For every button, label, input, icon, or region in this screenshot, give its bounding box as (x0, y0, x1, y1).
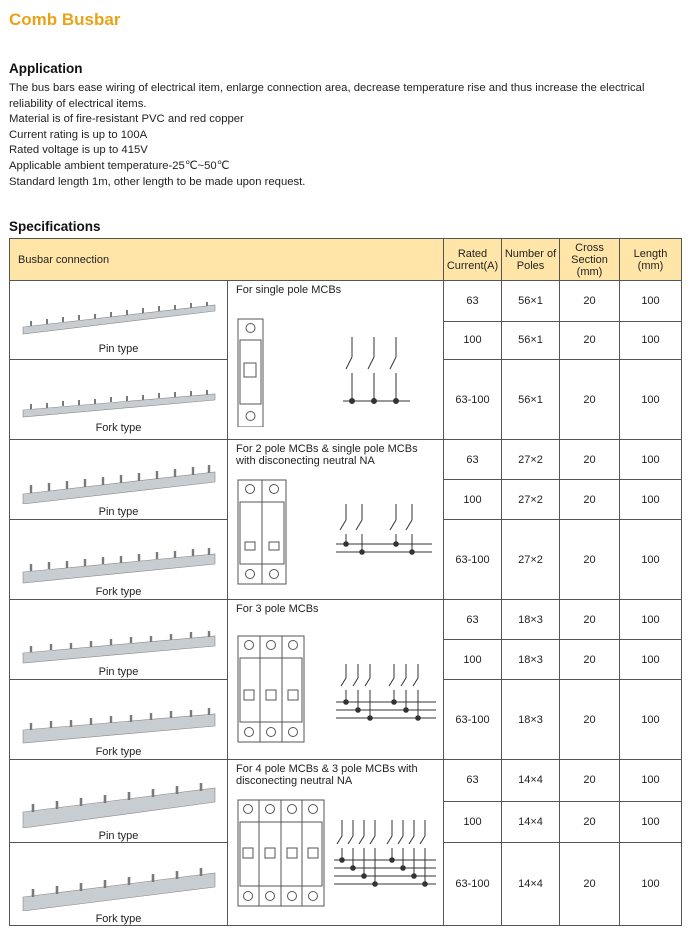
rated-current-cell: 100 (444, 321, 502, 360)
poles-cell: 18×3 (502, 600, 560, 640)
rated-current-cell: 63 (444, 760, 502, 802)
pin-busbar-image (21, 460, 217, 504)
poles-cell: 18×3 (502, 680, 560, 760)
diagram-description: For 4 pole MCBs & 3 pole MCBs with disconecting neutral NA (236, 763, 418, 787)
pin-busbar-image (21, 620, 217, 664)
rated-current-cell: 63 (444, 600, 502, 640)
pin-type-cell (10, 440, 228, 520)
pin-type-cell (10, 281, 228, 360)
connection-diagram-cell (228, 440, 444, 600)
fork-busbar-image (21, 863, 217, 911)
poles-cell: 18×3 (502, 640, 560, 680)
application-line: Rated voltage is up to 415V (9, 144, 148, 157)
cross-section-cell: 20 (560, 360, 620, 440)
cross-section-cell: 20 (560, 843, 620, 926)
pin-type-label: Pin type (98, 506, 139, 518)
pin-type-label: Pin type (98, 343, 139, 355)
length-cell: 100 (620, 600, 682, 640)
application-text (9, 81, 685, 190)
fork-busbar-image (21, 380, 217, 420)
header-cross-section: Cross Section (mm) (560, 239, 620, 281)
poles-cell: 56×1 (502, 321, 560, 360)
table-row (10, 760, 682, 802)
rated-current-cell: 63-100 (444, 520, 502, 600)
length-cell: 100 (620, 680, 682, 760)
header-number-of-poles: Number of Poles (502, 239, 560, 281)
diagram-description: For 2 pole MCBs & single pole MCBs with disconecting neutral NA (236, 443, 418, 467)
connection-diagram-cell (228, 600, 444, 760)
rated-current-cell: 63-100 (444, 680, 502, 760)
header-rated-current: Rated Current(A) (444, 239, 502, 281)
cross-section-cell: 20 (560, 640, 620, 680)
three-pole-diagram (236, 634, 441, 746)
poles-cell: 56×1 (502, 281, 560, 322)
pin-type-label: Pin type (98, 830, 139, 842)
table-row (10, 600, 682, 640)
length-cell: 100 (620, 480, 682, 520)
rated-current-cell: 63 (444, 281, 502, 322)
application-line: Current rating is up to 100A (9, 128, 148, 141)
single-pole-diagram (236, 317, 416, 427)
length-cell: 100 (620, 281, 682, 322)
poles-cell: 14×4 (502, 801, 560, 843)
length-cell: 100 (620, 321, 682, 360)
cross-section-cell: 20 (560, 520, 620, 600)
rated-current-cell: 63 (444, 440, 502, 480)
application-line: The bus bars ease wiring of electrical item, enlarge connection area, decrease temperature rise and thus increase the electrical reliability of electrical items. (9, 82, 645, 110)
length-cell: 100 (620, 843, 682, 926)
application-line: Applicable ambient temperature-25℃~50℃ (9, 159, 230, 172)
connection-diagram-cell (228, 760, 444, 926)
specifications-heading: Specifications (9, 219, 101, 234)
four-pole-diagram (236, 798, 441, 910)
poles-cell: 56×1 (502, 360, 560, 440)
rated-current-cell: 63-100 (444, 843, 502, 926)
application-line: Material is of fire-resistant PVC and red copper (9, 113, 244, 126)
length-cell: 100 (620, 520, 682, 600)
fork-type-cell (10, 680, 228, 760)
two-pole-diagram (236, 478, 436, 588)
rated-current-cell: 63-100 (444, 360, 502, 440)
cross-section-cell: 20 (560, 321, 620, 360)
table-row (10, 440, 682, 480)
length-cell: 100 (620, 440, 682, 480)
fork-type-label: Fork type (95, 913, 142, 925)
length-cell: 100 (620, 760, 682, 802)
diagram-description: For 3 pole MCBs (236, 603, 319, 615)
pin-busbar-image (21, 780, 217, 828)
fork-type-label: Fork type (95, 422, 142, 434)
fork-type-cell (10, 520, 228, 600)
poles-cell: 27×2 (502, 480, 560, 520)
header-busbar-connection: Busbar connection (10, 239, 444, 281)
pin-busbar-image (21, 301, 217, 341)
poles-cell: 14×4 (502, 843, 560, 926)
cross-section-cell: 20 (560, 801, 620, 843)
fork-type-label: Fork type (95, 586, 142, 598)
length-cell: 100 (620, 360, 682, 440)
application-heading: Application (9, 61, 83, 76)
fork-type-cell (10, 360, 228, 440)
cross-section-cell: 20 (560, 600, 620, 640)
pin-type-label: Pin type (98, 666, 139, 678)
specifications-table (9, 238, 682, 926)
rated-current-cell: 100 (444, 640, 502, 680)
cross-section-cell: 20 (560, 760, 620, 802)
cross-section-cell: 20 (560, 281, 620, 322)
fork-type-label: Fork type (95, 746, 142, 758)
table-header-row (10, 239, 682, 281)
rated-current-cell: 100 (444, 801, 502, 843)
header-length: Length (mm) (620, 239, 682, 281)
fork-busbar-image (21, 700, 217, 744)
application-line: Standard length 1m, other length to be made upon request. (9, 175, 306, 188)
poles-cell: 27×2 (502, 520, 560, 600)
fork-busbar-image (21, 540, 217, 584)
table-row (10, 281, 682, 322)
poles-cell: 27×2 (502, 440, 560, 480)
rated-current-cell: 100 (444, 480, 502, 520)
cross-section-cell: 20 (560, 440, 620, 480)
length-cell: 100 (620, 801, 682, 843)
pin-type-cell (10, 760, 228, 843)
fork-type-cell (10, 843, 228, 926)
page-title: Comb Busbar (9, 10, 121, 29)
diagram-description: For single pole MCBs (236, 284, 342, 296)
pin-type-cell (10, 600, 228, 680)
length-cell: 100 (620, 640, 682, 680)
connection-diagram-cell (228, 281, 444, 440)
cross-section-cell: 20 (560, 680, 620, 760)
poles-cell: 14×4 (502, 760, 560, 802)
cross-section-cell: 20 (560, 480, 620, 520)
